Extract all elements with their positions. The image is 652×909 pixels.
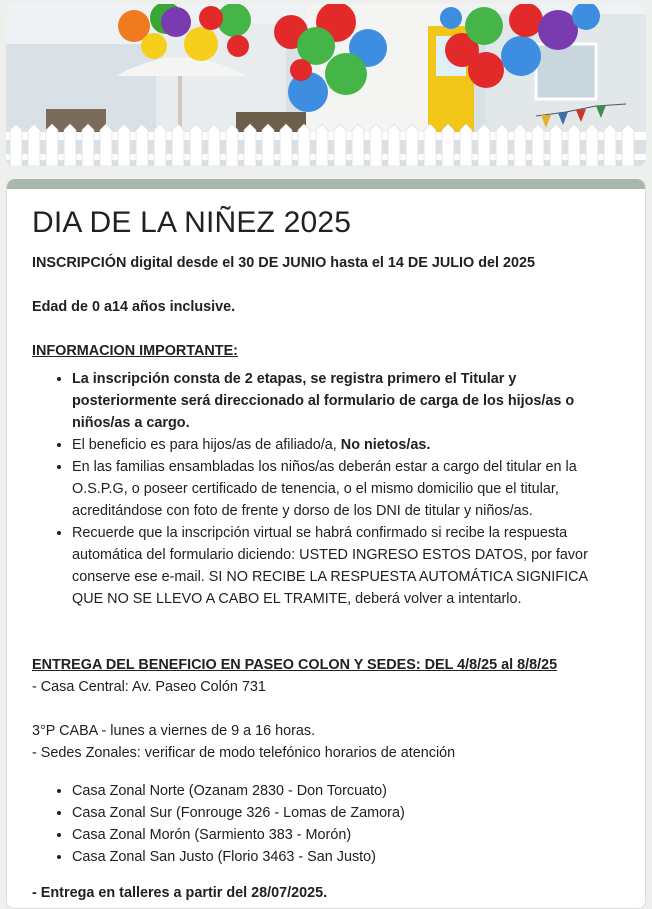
form-description <box>32 189 612 904</box>
list-item: • Casa Zonal Norte (Ozanam 2830 - Don Torcuato) <box>72 780 612 802</box>
list-item: • El beneficio es para hijos/as de afiliado/a, No nietos/as. <box>72 434 612 456</box>
list-item: • La inscripción consta de 2 etapas, se registra primero el Titular y posteriormente será direccionado al formulario de carga de los hijos/as o niños/as a cargo. <box>72 368 612 434</box>
list-item: • En las familias ensambladas los niños/as deberán estar a cargo del titular en la O.S.P.G, o poseer certificado de tenencia, o el mismo domicilio que el titular, acreditándose con foto de frente y dorso de los DNI de titular y niños/as. <box>72 456 612 522</box>
balloons-banner-image <box>6 4 646 166</box>
list-item: • Casa Zonal San Justo (Florio 3463 - San Justo) <box>72 846 612 868</box>
header-banner-image <box>6 4 646 166</box>
form-title: DIA DE LA NIÑEZ 2025 <box>32 206 352 239</box>
inscripcion-dates: INSCRIPCIÓN digital desde el 30 DE JUNIO hasta el 14 DE JULIO del 2025 <box>32 255 536 271</box>
list-item: • Recuerde que la inscripción virtual se habrá confirmado si recibe la respuesta automática del formulario diciendo: USTED INGRESO ESTOS DATOS, por favor conserve ese e-mail. SI NO RECIBE LA RESPUESTA AUTOMÁTICA SIGNIFICA QUE NO SE LLEVO A CABO EL TRAMITE, deberá volver a intentarlo. <box>72 522 612 610</box>
info-list <box>32 368 612 610</box>
zonales-list <box>32 780 612 868</box>
edad-rango: Edad de 0 a14 años inclusive. <box>32 299 236 315</box>
casa-central: - Casa Central: Av. Paseo Colón 731 <box>32 679 266 695</box>
talleres-entrega: - Entrega en talleres a partir del 28/07/2025. <box>32 885 328 901</box>
sedes-zonales: - Sedes Zonales: verificar de modo telefónico horarios de atención <box>32 745 456 761</box>
entrega-heading: ENTREGA DEL BENEFICIO EN PASEO COLON Y SEDES: DEL 4/8/25 al 8/8/25 <box>32 657 558 673</box>
info-heading: INFORMACION IMPORTANTE: <box>32 343 238 359</box>
form-header-card <box>6 179 646 909</box>
horario-atencion: 3°P CABA - lunes a viernes de 9 a 16 horas. <box>32 723 316 739</box>
card-accent-bar <box>7 179 645 189</box>
list-item: • Casa Zonal Morón (Sarmiento 383 - Morón) <box>72 824 612 846</box>
list-item: • Casa Zonal Sur (Fonrouge 326 - Lomas de Zamora) <box>72 802 612 824</box>
